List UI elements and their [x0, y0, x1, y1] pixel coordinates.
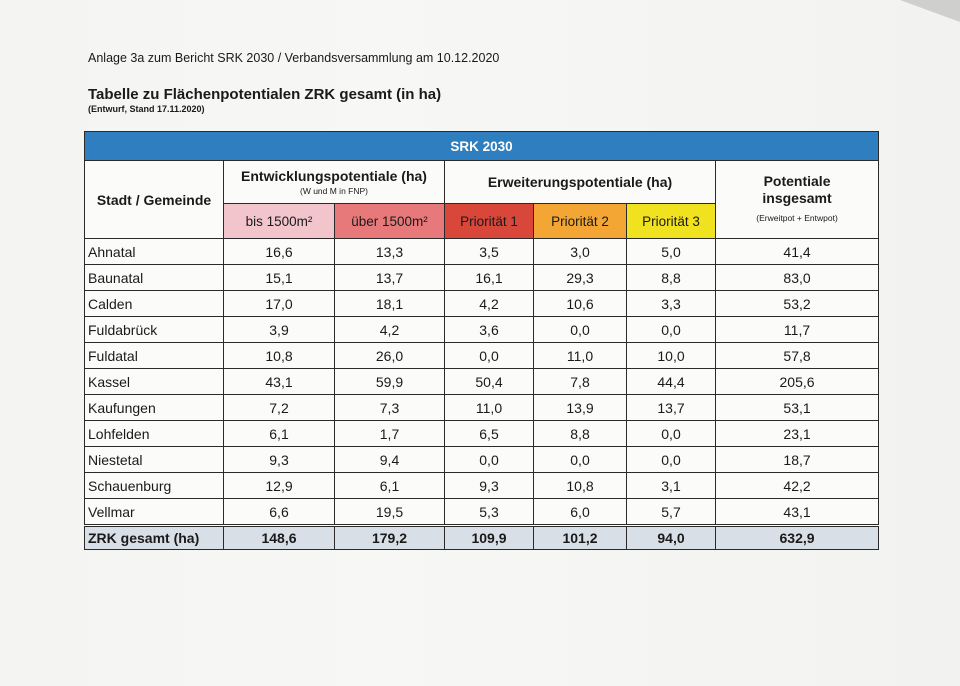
cell-value: 1,7: [335, 421, 445, 447]
document-title: Tabelle zu Flächenpotentialen ZRK gesamt (in ha): [88, 86, 442, 103]
cell-value: 0,0: [627, 421, 716, 447]
cell-value: 11,0: [534, 343, 627, 369]
table-row: [85, 343, 879, 369]
cell-value: 9,3: [224, 447, 335, 473]
column-header-city: Stadt / Gemeinde: [85, 161, 224, 239]
cell-value: 7,8: [534, 369, 627, 395]
cell-value: 7,3: [335, 395, 445, 421]
cell-value: 26,0: [335, 343, 445, 369]
cell-value: 10,6: [534, 291, 627, 317]
cell-value: 6,0: [534, 499, 627, 526]
cell-value: 6,5: [445, 421, 534, 447]
table-row: [85, 369, 879, 395]
cell-total: 18,7: [716, 447, 879, 473]
cell-value: 29,3: [534, 265, 627, 291]
cell-value: 50,4: [445, 369, 534, 395]
category-header-prioritaet-1: Priorität 1: [445, 204, 534, 239]
category-header-prioritaet-2: Priorität 2: [534, 204, 627, 239]
cell-value: 59,9: [335, 369, 445, 395]
cell-value: 10,8: [534, 473, 627, 499]
cell-city: Lohfelden: [85, 421, 224, 447]
cell-value: 0,0: [627, 317, 716, 343]
cell-total-value: 148,6: [224, 526, 335, 550]
cell-value: 44,4: [627, 369, 716, 395]
cell-value: 4,2: [445, 291, 534, 317]
cell-total-value: 179,2: [335, 526, 445, 550]
table-row: [85, 473, 879, 499]
group-header-total: [716, 161, 879, 239]
cell-total: 42,2: [716, 473, 879, 499]
cell-value: 0,0: [534, 447, 627, 473]
category-header-bis-1500: bis 1500m²: [224, 204, 335, 239]
category-header-prioritaet-3: Priorität 3: [627, 204, 716, 239]
cell-city: Fuldabrück: [85, 317, 224, 343]
cell-value: 3,3: [627, 291, 716, 317]
cell-total: 83,0: [716, 265, 879, 291]
group-header-entwicklung-note: (W und M in FNP): [299, 186, 368, 196]
page-corner-fold: [900, 0, 960, 22]
cell-total: 205,6: [716, 369, 879, 395]
table-row: [85, 499, 879, 526]
cell-total-value: 94,0: [627, 526, 716, 550]
cell-value: 17,0: [224, 291, 335, 317]
cell-value: 8,8: [627, 265, 716, 291]
cell-city: Ahnatal: [85, 239, 224, 265]
cell-value: 6,1: [335, 473, 445, 499]
document-header-line: Anlage 3a zum Bericht SRK 2030 / Verbandsversammlung am 10.12.2020: [88, 51, 500, 65]
cell-total: 11,7: [716, 317, 879, 343]
cell-value: 16,1: [445, 265, 534, 291]
cell-value: 5,7: [627, 499, 716, 526]
cell-value: 3,9: [224, 317, 335, 343]
cell-city: Calden: [85, 291, 224, 317]
cell-value: 43,1: [224, 369, 335, 395]
cell-value: 10,8: [224, 343, 335, 369]
cell-value: 13,7: [627, 395, 716, 421]
cell-value: 13,7: [335, 265, 445, 291]
cell-value: 15,1: [224, 265, 335, 291]
cell-total: 53,2: [716, 291, 879, 317]
table-band-title: SRK 2030: [85, 132, 879, 161]
cell-total: 53,1: [716, 395, 879, 421]
cell-value: 3,0: [534, 239, 627, 265]
group-header-erweiterung: Erweiterungspotentiale (ha): [445, 161, 716, 204]
cell-city: Baunatal: [85, 265, 224, 291]
group-header-total-line1: Potentiale: [763, 172, 831, 189]
cell-value: 4,2: [335, 317, 445, 343]
potentials-table: [84, 131, 879, 550]
cell-value: 3,5: [445, 239, 534, 265]
cell-city: Schauenburg: [85, 473, 224, 499]
cell-value: 6,6: [224, 499, 335, 526]
cell-city: Kaufungen: [85, 395, 224, 421]
table-row: [85, 317, 879, 343]
cell-value: 5,0: [627, 239, 716, 265]
group-header-total-line2: insgesamt: [762, 189, 832, 206]
cell-value: 0,0: [534, 317, 627, 343]
cell-total: 41,4: [716, 239, 879, 265]
cell-city: Kassel: [85, 369, 224, 395]
cell-city: Niestetal: [85, 447, 224, 473]
cell-total: 23,1: [716, 421, 879, 447]
cell-value: 10,0: [627, 343, 716, 369]
table-row: [85, 395, 879, 421]
cell-value: 12,9: [224, 473, 335, 499]
cell-total: 43,1: [716, 499, 879, 526]
cell-grand-total: 632,9: [716, 526, 879, 550]
cell-value: 19,5: [335, 499, 445, 526]
cell-value: 7,2: [224, 395, 335, 421]
cell-value: 13,9: [534, 395, 627, 421]
cell-value: 6,1: [224, 421, 335, 447]
table-row: [85, 447, 879, 473]
cell-value: 9,4: [335, 447, 445, 473]
cell-total-value: 109,9: [445, 526, 534, 550]
cell-value: 18,1: [335, 291, 445, 317]
cell-value: 11,0: [445, 395, 534, 421]
table-row: [85, 239, 879, 265]
cell-value: 5,3: [445, 499, 534, 526]
cell-value: 0,0: [445, 447, 534, 473]
cell-city: Vellmar: [85, 499, 224, 526]
table-row: [85, 291, 879, 317]
cell-value: 3,1: [627, 473, 716, 499]
cell-city: Fuldatal: [85, 343, 224, 369]
table-row: [85, 265, 879, 291]
cell-total-value: 101,2: [534, 526, 627, 550]
cell-value: 0,0: [627, 447, 716, 473]
group-header-entwicklung-title: Entwicklungspotentiale (ha): [241, 168, 427, 184]
cell-value: 13,3: [335, 239, 445, 265]
cell-value: 16,6: [224, 239, 335, 265]
cell-value: 0,0: [445, 343, 534, 369]
cell-value: 9,3: [445, 473, 534, 499]
document-subtitle: (Entwurf, Stand 17.11.2020): [88, 104, 205, 114]
cell-total: 57,8: [716, 343, 879, 369]
cell-total-label: ZRK gesamt (ha): [85, 526, 224, 550]
table-total-row: [85, 526, 879, 550]
category-header-ueber-1500: über 1500m²: [335, 204, 445, 239]
table-row: [85, 421, 879, 447]
group-header-total-note: (Erweitpot + Entwpot): [756, 212, 838, 223]
group-header-entwicklung: [224, 161, 445, 204]
cell-value: 3,6: [445, 317, 534, 343]
cell-value: 8,8: [534, 421, 627, 447]
